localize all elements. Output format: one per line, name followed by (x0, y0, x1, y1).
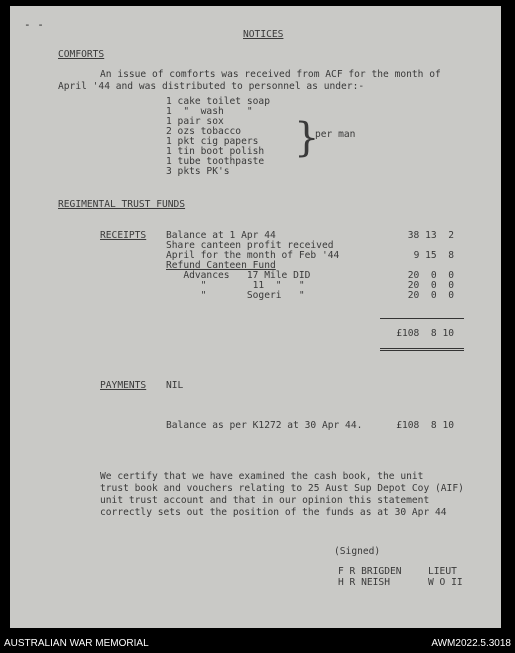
list-item: 3 pkts PK's (166, 166, 230, 177)
list-item: 1 tube toothpaste (166, 156, 265, 167)
list-item: 1 pair sox (166, 116, 224, 127)
receipt-line: Advances 17 Mile DID (166, 270, 311, 281)
receipt-amount: 20 0 0 (407, 280, 454, 291)
receipt-line: " 11 " " (166, 280, 305, 291)
certify-line: trust book and vouchers relating to 25 Aust Sup Depot Coy (AIF) (100, 483, 464, 494)
total-rule (380, 350, 464, 351)
payments-value: NIL (166, 380, 184, 391)
corner-mark: - - (24, 18, 44, 31)
receipt-amount: 20 0 0 (407, 270, 454, 281)
comforts-intro-line2: April '44 and was distributed to personnel as under:- (58, 81, 365, 92)
trust-funds-heading: REGIMENTAL TRUST FUNDS (58, 199, 186, 210)
receipt-amount: 38 13 2 (407, 230, 454, 241)
list-item: 1 tin boot polish (166, 146, 265, 157)
comforts-heading: COMFORTS (58, 49, 105, 60)
page-title: NOTICES (243, 29, 284, 40)
per-man-label: per man (315, 129, 356, 140)
list-item: 1 pkt cig papers (166, 136, 259, 147)
receipt-line: April for the month of Feb '44 (166, 250, 340, 261)
certify-line: correctly sets out the position of the funds as at 30 Apr 44 (100, 507, 447, 518)
signed-label: (Signed) (334, 546, 381, 557)
receipt-line: Share canteen profit received (166, 240, 334, 251)
certify-line: We certify that we have examined the cash book, the unit (100, 471, 424, 482)
brace-mark: } (294, 115, 320, 161)
signatory-name: H R NEISH (338, 577, 390, 588)
balance-text: Balance as per K1272 at 30 Apr 44. (166, 420, 363, 431)
receipts-total: £108 8 10 (396, 328, 454, 339)
footer-reference-id: AWM2022.5.3018 (431, 638, 511, 649)
signatory-name: F R BRIGDEN (338, 566, 402, 577)
signatory-rank: LIEUT (428, 566, 457, 577)
receipt-line: Refund Canteen Fund (166, 260, 276, 271)
receipt-amount: 20 0 0 (407, 290, 454, 301)
footer-archive-name: AUSTRALIAN WAR MEMORIAL (4, 638, 149, 649)
document-page (10, 6, 501, 628)
receipt-line: Balance at 1 Apr 44 (166, 230, 276, 241)
list-item: 1 " wash " (166, 106, 253, 117)
receipts-label: RECEIPTS (100, 230, 147, 241)
receipt-amount: 9 15 8 (413, 250, 454, 261)
total-rule (380, 348, 464, 349)
list-item: 1 cake toilet soap (166, 96, 270, 107)
signatory-rank: W O II (428, 577, 463, 588)
payments-label: PAYMENTS (100, 380, 147, 391)
list-item: 2 ozs tobacco (166, 126, 242, 137)
balance-amount: £108 8 10 (396, 420, 454, 431)
receipt-line: " Sogeri " (166, 290, 305, 301)
subtotal-rule (380, 318, 464, 319)
certify-line: unit trust account and that in our opinion this statement (100, 495, 430, 506)
comforts-intro-line1: An issue of comforts was received from ACF for the month of (100, 69, 441, 80)
